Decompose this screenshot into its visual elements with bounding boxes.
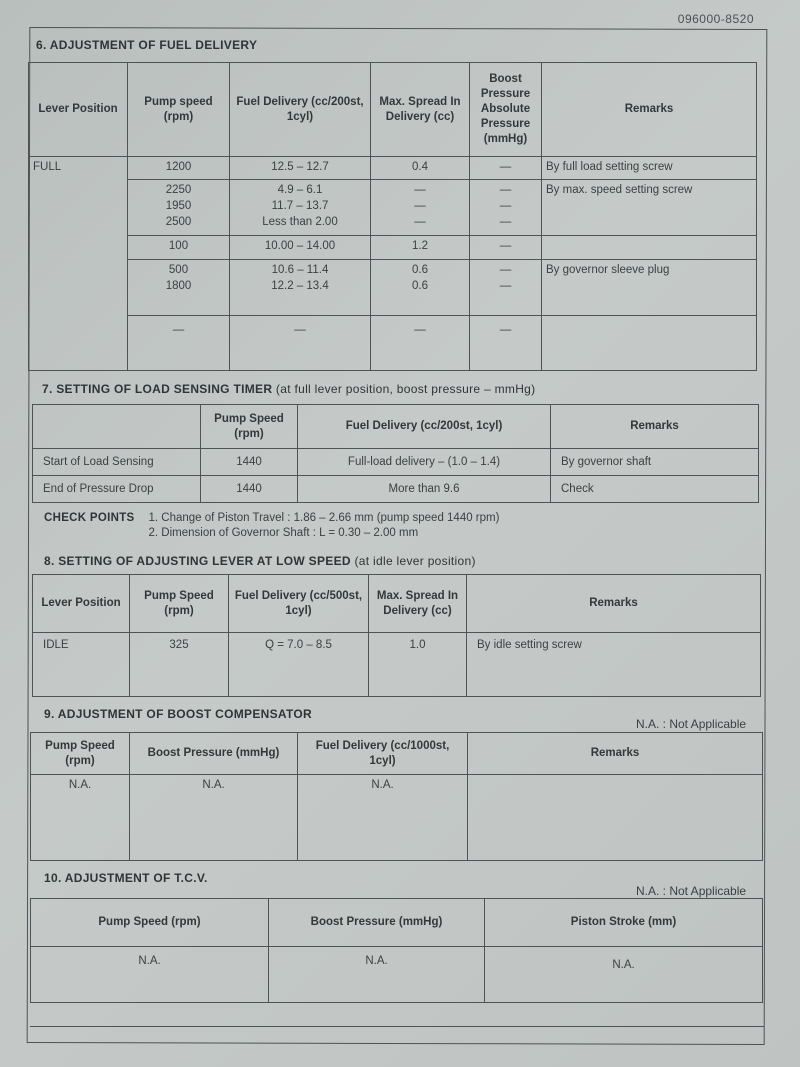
- check-point-item: 2. Dimension of Governor Shaft : L = 0.30 – 2.00 mm: [148, 527, 419, 539]
- pump-speed-cell: —: [128, 316, 230, 371]
- header-pump-speed: Pump Speed (rpm): [130, 575, 229, 633]
- max-spread-cell: 1.2: [371, 236, 470, 260]
- fuel-delivery-cell: —: [230, 316, 371, 371]
- table-row: [31, 775, 763, 861]
- table-row: [33, 633, 761, 697]
- fuel-delivery-cell: 10.00 – 14.00: [230, 236, 371, 260]
- header-remarks: Remarks: [551, 405, 759, 449]
- max-spread-cell: — — —: [371, 180, 470, 236]
- remarks-cell: By governor sleeve plug: [542, 260, 757, 316]
- remarks-cell: By governor shaft: [551, 449, 759, 476]
- pump-speed-cell: 500 1800: [128, 260, 230, 316]
- boost-compensator-table: [30, 732, 763, 861]
- lever-position-cell: FULL: [29, 157, 128, 371]
- pump-speed-cell: 100: [128, 236, 230, 260]
- remarks-cell: [542, 316, 757, 371]
- boost-pressure-cell: N.A.: [130, 775, 298, 861]
- load-sensing-table: [32, 404, 759, 503]
- table-row: [29, 316, 757, 371]
- boost-pressure-cell: — — —: [470, 180, 542, 236]
- max-spread-cell: 1.0: [369, 633, 467, 697]
- tcv-table: [30, 898, 763, 1003]
- header-remarks: Remarks: [542, 63, 757, 157]
- pump-speed-cell: 325: [130, 633, 229, 697]
- header-remarks: Remarks: [467, 575, 761, 633]
- table-row: [29, 236, 757, 260]
- piston-stroke-cell: N.A.: [485, 947, 763, 1003]
- header-lever-position: Lever Position: [29, 63, 128, 157]
- header-max-spread: Max. Spread In Delivery (cc): [371, 63, 470, 157]
- fuel-delivery-cell: N.A.: [298, 775, 468, 861]
- pump-speed-cell: N.A.: [31, 947, 269, 1003]
- fuel-delivery-cell: 10.6 – 11.4 12.2 – 13.4: [230, 260, 371, 316]
- remarks-cell: [542, 236, 757, 260]
- fuel-delivery-cell: 4.9 – 6.1 11.7 – 13.7 Less than 2.00: [230, 180, 371, 236]
- header-pump-speed: Pump Speed (rpm): [31, 733, 130, 775]
- pump-speed-cell: 2250 1950 2500: [128, 180, 230, 236]
- boost-pressure-cell: N.A.: [269, 947, 485, 1003]
- not-applicable-note: N.A. : Not Applicable: [636, 717, 747, 731]
- header-boost-pressure: Boost Pressure (mmHg): [269, 899, 485, 947]
- pump-speed-cell: 1440: [201, 449, 298, 476]
- section-9-title: 9. ADJUSTMENT OF BOOST COMPENSATOR: [44, 707, 312, 721]
- pump-speed-cell: 1440: [201, 476, 298, 503]
- remarks-cell: [468, 775, 763, 861]
- section-6-title: 6. ADJUSTMENT OF FUEL DELIVERY: [36, 38, 258, 52]
- remarks-cell: By idle setting screw: [467, 633, 761, 697]
- boost-pressure-cell: —: [470, 157, 542, 180]
- pump-speed-cell: 1200: [128, 157, 230, 180]
- remarks-cell: By full load setting screw: [542, 157, 757, 180]
- fuel-delivery-cell: Q = 7.0 – 8.5: [229, 633, 369, 697]
- table-row: [33, 476, 759, 503]
- header-remarks: Remarks: [468, 733, 763, 775]
- check-points-label: CHECK POINTS: [44, 512, 135, 524]
- boost-pressure-cell: — —: [470, 260, 542, 316]
- boost-pressure-cell: —: [470, 316, 542, 371]
- header-max-spread: Max. Spread In Delivery (cc): [369, 575, 467, 633]
- header-boost-pressure: Boost Pressure Absolute Pressure (mmHg): [470, 63, 542, 157]
- max-spread-cell: 0.4: [371, 157, 470, 180]
- header-pump-speed: Pump speed (rpm): [128, 63, 230, 157]
- header-fuel-delivery: Fuel Delivery (cc/500st, 1cyl): [229, 575, 369, 633]
- low-speed-lever-table: [32, 574, 761, 697]
- max-spread-cell: —: [371, 316, 470, 371]
- header-pump-speed: Pump Speed (rpm): [31, 899, 269, 947]
- not-applicable-note: N.A. : Not Applicable: [636, 884, 747, 898]
- header-fuel-delivery: Fuel Delivery (cc/1000st, 1cyl): [298, 733, 468, 775]
- row-label-cell: Start of Load Sensing: [33, 449, 201, 476]
- table-row: [29, 260, 757, 316]
- header-piston-stroke: Piston Stroke (mm): [485, 899, 763, 947]
- header-lever-position: Lever Position: [33, 575, 130, 633]
- header-fuel-delivery: Fuel Delivery (cc/200st, 1cyl): [230, 63, 371, 157]
- row-label-cell: End of Pressure Drop: [33, 476, 201, 503]
- pump-speed-cell: N.A.: [31, 775, 130, 861]
- section-10-title: 10. ADJUSTMENT OF T.C.V.: [44, 871, 208, 885]
- table-row: [31, 947, 763, 1003]
- header-fuel-delivery: Fuel Delivery (cc/200st, 1cyl): [298, 405, 551, 449]
- header-blank: [33, 405, 201, 449]
- fuel-delivery-cell: 12.5 – 12.7: [230, 157, 371, 180]
- fuel-delivery-cell: More than 9.6: [298, 476, 551, 503]
- check-point-item: 1. Change of Piston Travel : 1.86 – 2.66 mm (pump speed 1440 rpm): [148, 512, 500, 524]
- fuel-delivery-cell: Full-load delivery – (1.0 – 1.4): [298, 449, 551, 476]
- header-boost-pressure: Boost Pressure (mmHg): [130, 733, 298, 775]
- remarks-cell: By max. speed setting screw: [542, 180, 757, 236]
- section-7-title: 7. SETTING OF LOAD SENSING TIMER (at full lever position, boost pressure – mmHg): [42, 382, 536, 396]
- document-number: 096000-8520: [677, 12, 754, 26]
- max-spread-cell: 0.6 0.6: [371, 260, 470, 316]
- fuel-delivery-table: [28, 62, 757, 371]
- boost-pressure-cell: —: [470, 236, 542, 260]
- check-points-block: [44, 511, 499, 541]
- lever-position-cell: IDLE: [33, 633, 130, 697]
- section-8-title: 8. SETTING OF ADJUSTING LEVER AT LOW SPEED (at idle lever position): [44, 554, 476, 568]
- header-pump-speed: Pump Speed (rpm): [201, 405, 298, 449]
- table-row: [29, 180, 757, 236]
- table-row: [29, 157, 757, 180]
- remarks-cell: Check: [551, 476, 759, 503]
- section-divider: [30, 1026, 764, 1027]
- table-row: [33, 449, 759, 476]
